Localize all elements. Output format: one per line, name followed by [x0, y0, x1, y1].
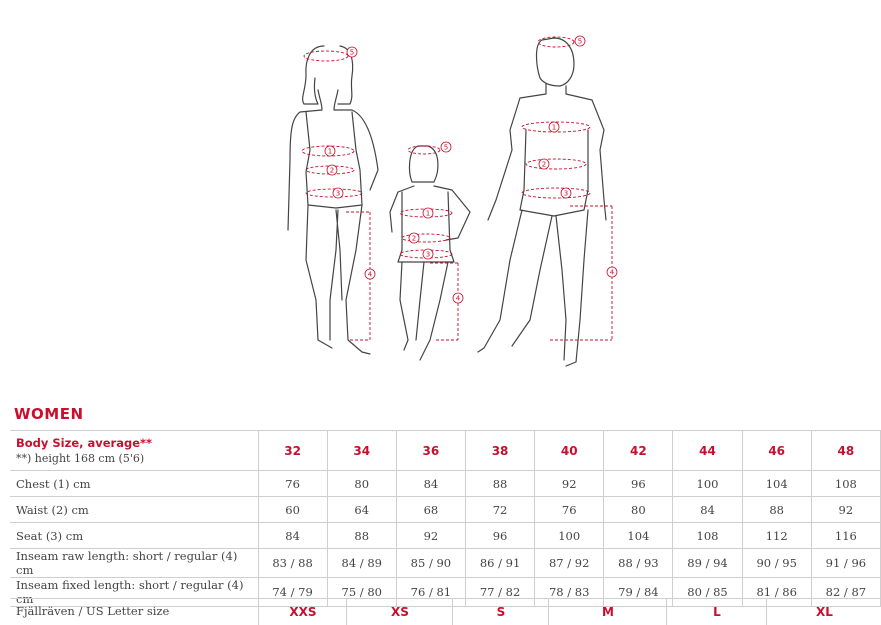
table-cell: 104 [604, 523, 673, 549]
table-row-seat [10, 523, 881, 549]
table-cell: 88 [327, 523, 396, 549]
table-cell: 74 / 79 [258, 578, 327, 607]
marker-2-child [409, 233, 419, 243]
row-label: Inseam fixed length: short / regular (4) cm [10, 578, 258, 607]
letter-size-cell: XL [766, 599, 881, 625]
table-cell: 92 [811, 497, 880, 523]
svg-text:4: 4 [367, 270, 373, 279]
table-cell: 75 / 80 [327, 578, 396, 607]
man-figure [478, 38, 606, 366]
size-header: 42 [604, 431, 673, 471]
woman-figure [288, 46, 378, 354]
size-header: 38 [465, 431, 534, 471]
marker-5-child [441, 142, 451, 152]
svg-text:1: 1 [327, 147, 333, 156]
svg-text:4: 4 [455, 294, 461, 303]
size-header: 34 [327, 431, 396, 471]
table-cell: 90 / 95 [742, 549, 811, 578]
marker-1-woman [325, 146, 335, 156]
body-size-heading: Body Size, average** [16, 436, 153, 450]
table-cell: 80 [604, 497, 673, 523]
table-cell: 79 / 84 [604, 578, 673, 607]
table-cell: 85 / 90 [396, 549, 465, 578]
table-cell: 82 / 87 [811, 578, 880, 607]
table-cell: 84 [258, 523, 327, 549]
table-cell: 80 [327, 471, 396, 497]
marker-3-child [423, 249, 433, 259]
letter-size-row [10, 598, 881, 625]
table-cell: 78 / 83 [535, 578, 604, 607]
row-label: Inseam raw length: short / regular (4) cm [10, 549, 258, 578]
letter-size-cell: XXS [258, 599, 347, 625]
section-title: WOMEN [14, 405, 84, 423]
marker-1-child [423, 208, 433, 218]
svg-text:1: 1 [425, 209, 431, 218]
size-header: 44 [673, 431, 742, 471]
table-cell: 81 / 86 [742, 578, 811, 607]
marker-3-man [561, 188, 571, 198]
svg-text:5: 5 [577, 37, 583, 46]
letter-size-cell: XS [346, 599, 453, 625]
table-cell: 108 [811, 471, 880, 497]
table-cell: 76 [258, 471, 327, 497]
size-header: 48 [811, 431, 880, 471]
letter-size-cell: M [548, 599, 667, 625]
letter-size-cell: S [452, 599, 549, 625]
svg-text:2: 2 [411, 234, 417, 243]
marker-2-man [539, 159, 549, 169]
table-cell: 88 [465, 471, 534, 497]
size-header: 36 [396, 431, 465, 471]
size-header: 40 [535, 431, 604, 471]
table-cell: 87 / 92 [535, 549, 604, 578]
table-cell: 84 [396, 471, 465, 497]
svg-text:3: 3 [425, 250, 431, 259]
table-cell: 92 [535, 471, 604, 497]
size-header: 32 [258, 431, 327, 471]
table-row-waist [10, 497, 881, 523]
table-cell: 88 / 93 [604, 549, 673, 578]
table-cell: 86 / 91 [465, 549, 534, 578]
row-label: Waist (2) cm [10, 497, 258, 523]
table-cell: 100 [535, 523, 604, 549]
table-cell: 77 / 82 [465, 578, 534, 607]
letter-size-cell: L [666, 599, 767, 625]
svg-text:5: 5 [349, 48, 355, 57]
row-label: Chest (1) cm [10, 471, 258, 497]
letter-size-label: Fjällräven / US Letter size [16, 604, 170, 618]
size-chart-table [10, 430, 881, 607]
table-cell: 76 [535, 497, 604, 523]
svg-text:2: 2 [541, 160, 547, 169]
table-cell: 96 [465, 523, 534, 549]
marker-2-woman [327, 165, 337, 175]
table-cell: 89 / 94 [673, 549, 742, 578]
table-cell: 104 [742, 471, 811, 497]
table-cell: 84 / 89 [327, 549, 396, 578]
marker-5-woman [347, 47, 357, 57]
marker-3-woman [333, 188, 343, 198]
marker-4-woman [365, 269, 375, 279]
svg-text:4: 4 [609, 268, 615, 277]
table-header-row [10, 431, 881, 471]
marker-5-man [575, 36, 585, 46]
svg-text:3: 3 [335, 189, 341, 198]
table-cell: 96 [604, 471, 673, 497]
table-cell: 84 [673, 497, 742, 523]
table-cell: 91 / 96 [811, 549, 880, 578]
table-cell: 64 [327, 497, 396, 523]
marker-1-man [549, 122, 559, 132]
table-cell: 68 [396, 497, 465, 523]
svg-text:3: 3 [563, 189, 569, 198]
table-cell: 80 / 85 [673, 578, 742, 607]
row-label: Seat (3) cm [10, 523, 258, 549]
header-label-cell [10, 431, 258, 471]
table-cell: 92 [396, 523, 465, 549]
table-row-chest [10, 471, 881, 497]
marker-4-child [453, 293, 463, 303]
svg-text:1: 1 [551, 123, 557, 132]
size-header: 46 [742, 431, 811, 471]
table-cell: 108 [673, 523, 742, 549]
table-cell: 76 / 81 [396, 578, 465, 607]
table-cell: 72 [465, 497, 534, 523]
height-note: **) height 168 cm (5'6) [16, 452, 145, 465]
table-cell: 100 [673, 471, 742, 497]
table-cell: 83 / 88 [258, 549, 327, 578]
svg-text:2: 2 [329, 166, 335, 175]
table-cell: 112 [742, 523, 811, 549]
table-cell: 88 [742, 497, 811, 523]
marker-4-man [607, 267, 617, 277]
table-cell: 116 [811, 523, 880, 549]
table-row-inseam-raw [10, 549, 881, 578]
svg-text:5: 5 [443, 143, 449, 152]
table-cell: 60 [258, 497, 327, 523]
